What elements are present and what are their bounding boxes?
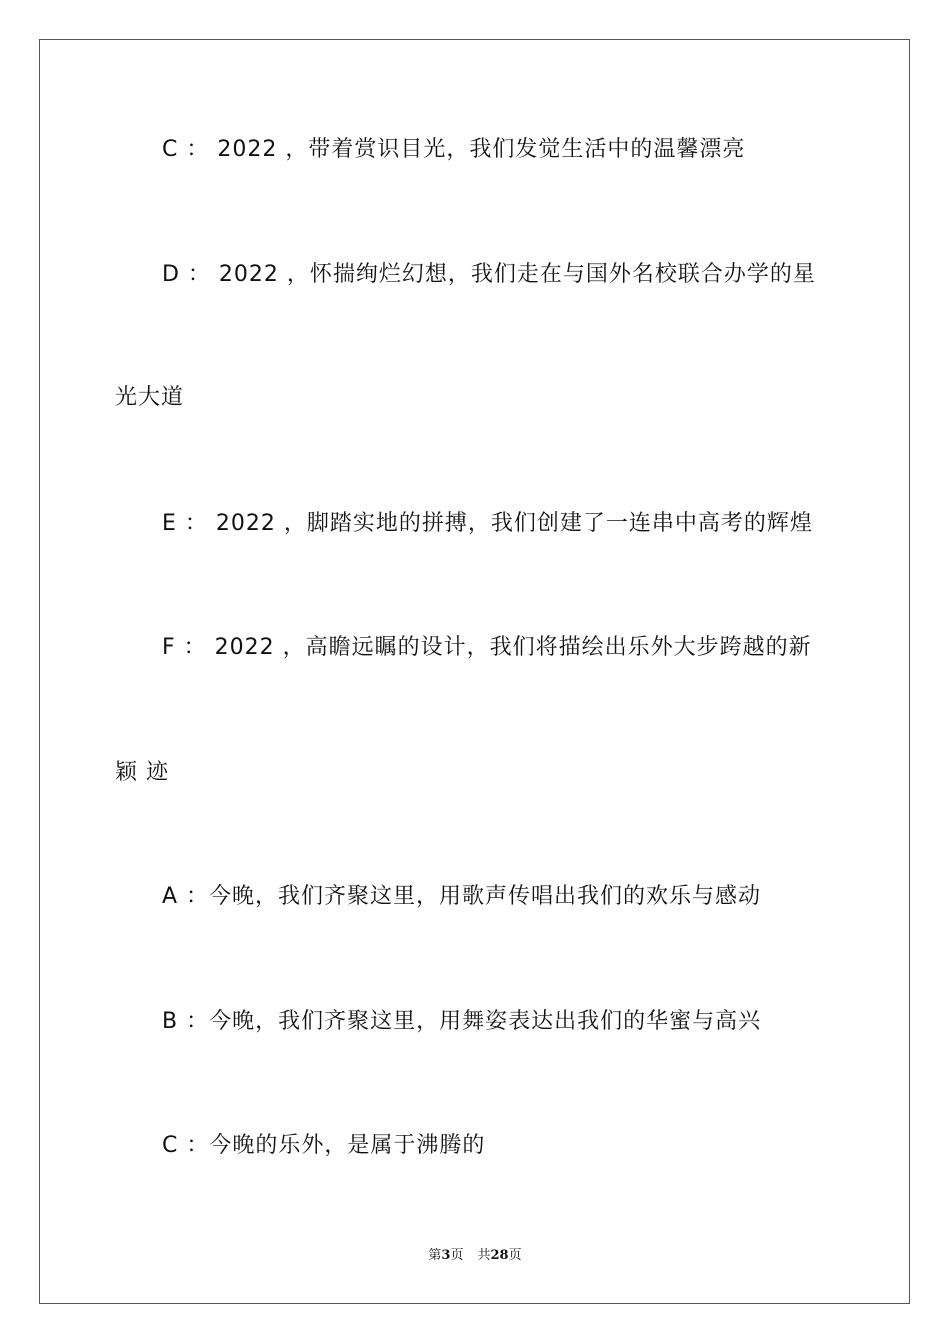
text-line-d-continued: 光大道	[115, 385, 185, 410]
text-line-e-2022: E ： 2022 ，脚踏实地的拼搏，我们创建了一连串中高考的辉煌	[162, 511, 813, 536]
text-line-b-tonight: B ：今晚，我们齐聚这里，用舞姿表达出我们的华蜜与高兴	[162, 1009, 762, 1034]
text-line-f-2022: F ： 2022 ，高瞻远瞩的设计，我们将描绘出乐外大步跨越的新	[162, 635, 812, 660]
page-footer	[0, 1247, 950, 1265]
footer-total-prefix: 共	[477, 1248, 491, 1263]
page-border	[39, 39, 910, 1304]
text-line-d-2022: D ： 2022 ，怀揣绚烂幻想，我们走在与国外名校联合办学的星	[162, 262, 816, 287]
footer-total-number: 28	[490, 1248, 509, 1263]
text-line-c-tonight: C ：今晚的乐外，是属于沸腾的	[162, 1133, 486, 1158]
text-line-f-continued: 颖 迹	[115, 760, 169, 785]
footer-page-prefix: 第	[428, 1248, 442, 1263]
footer-page-suffix: 页	[450, 1248, 464, 1263]
footer-page-number: 3	[441, 1248, 451, 1263]
text-line-a-tonight: A ：今晚，我们齐聚这里，用歌声传唱出我们的欢乐与感动	[162, 884, 762, 909]
text-line-c-2022: C ： 2022 ，带着赏识目光，我们发觉生活中的温馨漂亮	[162, 137, 746, 162]
footer-total-suffix: 页	[508, 1248, 522, 1263]
